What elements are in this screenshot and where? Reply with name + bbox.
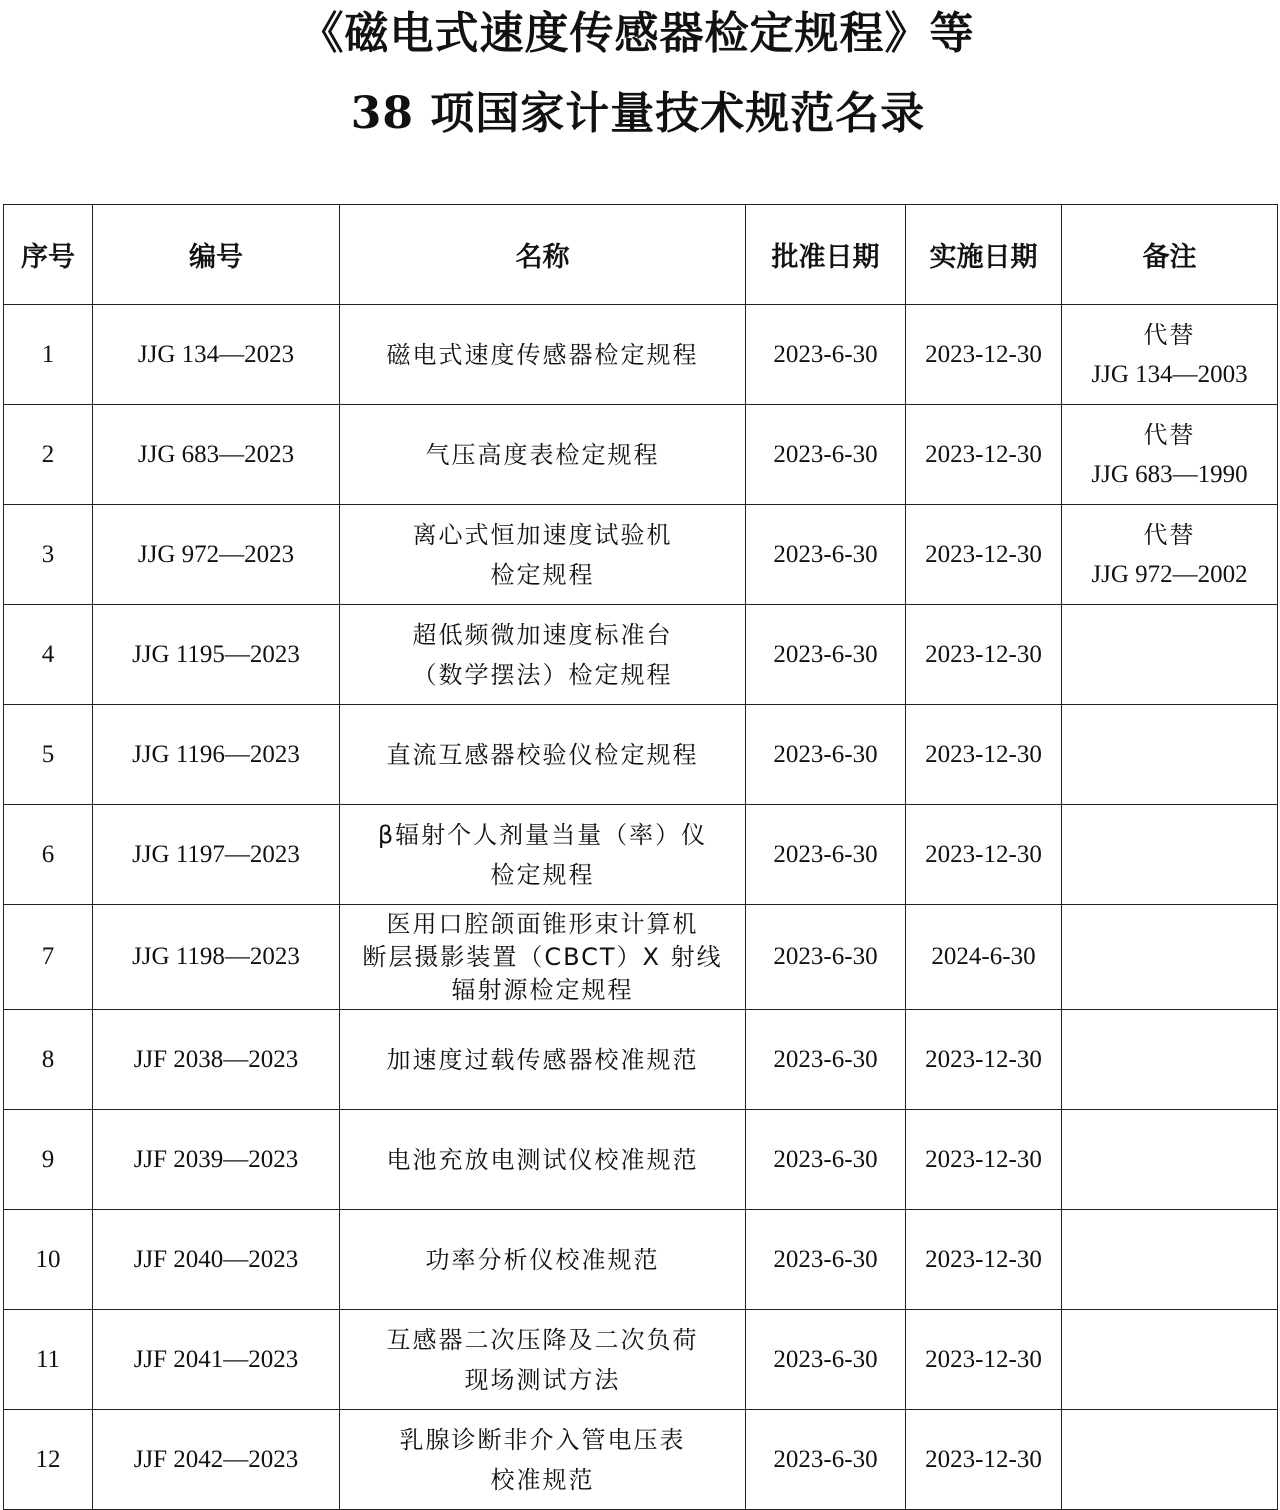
header-name: 名称 <box>340 205 746 305</box>
row-note <box>1062 1110 1278 1210</box>
row-implement-date: 2023-12-30 <box>906 1210 1062 1310</box>
row-name <box>340 1110 746 1210</box>
row-approve-date: 2023-6-30 <box>746 405 906 505</box>
row-code: JJF 2039—2023 <box>93 1110 340 1210</box>
row-note <box>1062 405 1278 505</box>
row-seq: 11 <box>4 1310 93 1410</box>
row-implement-date: 2023-12-30 <box>906 1110 1062 1210</box>
row-code: JJG 134—2023 <box>93 305 340 405</box>
row-approve-date: 2023-6-30 <box>746 905 906 1010</box>
header-seq: 序号 <box>4 205 93 305</box>
table-row <box>4 305 1278 405</box>
row-note <box>1062 1310 1278 1410</box>
row-name <box>340 1310 746 1410</box>
row-note-replaced-code: JJG 683—1990 <box>1091 460 1248 488</box>
row-name <box>340 305 746 405</box>
title-line-1: 《磁电式速度传感器检定规程》等 <box>299 8 975 59</box>
row-approve-date: 2023-6-30 <box>746 705 906 805</box>
row-seq: 7 <box>4 905 93 1010</box>
row-note-label: 代替 <box>1143 520 1196 549</box>
row-code: JJG 1196—2023 <box>93 705 340 805</box>
row-code: JJG 1198—2023 <box>93 905 340 1010</box>
row-note <box>1062 1010 1278 1110</box>
table-row <box>4 1210 1278 1310</box>
row-implement-date: 2023-12-30 <box>906 405 1062 505</box>
row-name-line: 互感器二次压降及二次负荷 <box>386 1325 699 1354</box>
row-name-line: 校准规范 <box>490 1465 595 1494</box>
row-name-line: 辐射源检定规程 <box>451 975 634 1004</box>
table-row <box>4 505 1278 605</box>
row-note-label: 代替 <box>1143 320 1196 349</box>
row-note-label: 代替 <box>1143 420 1196 449</box>
row-seq: 10 <box>4 1210 93 1310</box>
row-code: JJG 972—2023 <box>93 505 340 605</box>
row-code: JJF 2042—2023 <box>93 1410 340 1510</box>
row-seq: 5 <box>4 705 93 805</box>
table-body <box>4 305 1278 1510</box>
row-name <box>340 705 746 805</box>
table-row <box>4 705 1278 805</box>
standards-table <box>3 204 1278 1510</box>
row-code: JJF 2040—2023 <box>93 1210 340 1310</box>
row-name <box>340 1410 746 1510</box>
row-implement-date: 2023-12-30 <box>906 1010 1062 1110</box>
row-name <box>340 405 746 505</box>
row-implement-date: 2023-12-30 <box>906 805 1062 905</box>
table-row <box>4 1110 1278 1210</box>
row-name-line: 检定规程 <box>490 560 595 589</box>
row-name <box>340 1210 746 1310</box>
row-name-line: 超低频微加速度标准台 <box>412 620 673 649</box>
row-approve-date: 2023-6-30 <box>746 1110 906 1210</box>
row-seq: 6 <box>4 805 93 905</box>
header-code: 编号 <box>93 205 340 305</box>
row-name-line: 电池充放电测试仪校准规范 <box>386 1145 699 1174</box>
row-seq: 9 <box>4 1110 93 1210</box>
header-implement-date: 实施日期 <box>906 205 1062 305</box>
row-name-line: 磁电式速度传感器检定规程 <box>386 340 699 369</box>
row-seq: 4 <box>4 605 93 705</box>
header-note: 备注 <box>1062 205 1278 305</box>
row-name-line: 断层摄影装置（CBCT）X 射线 <box>362 942 723 971</box>
row-note <box>1062 705 1278 805</box>
row-approve-date: 2023-6-30 <box>746 1310 906 1410</box>
row-approve-date: 2023-6-30 <box>746 505 906 605</box>
row-implement-date: 2023-12-30 <box>906 505 1062 605</box>
row-note <box>1062 1410 1278 1510</box>
row-code: JJG 1197—2023 <box>93 805 340 905</box>
document-title <box>0 0 1280 139</box>
row-approve-date: 2023-6-30 <box>746 1210 906 1310</box>
table-row <box>4 1410 1278 1510</box>
row-name <box>340 605 746 705</box>
row-approve-date: 2023-6-30 <box>746 1410 906 1510</box>
row-name-line: 功率分析仪校准规范 <box>425 1245 660 1274</box>
row-name <box>340 505 746 605</box>
row-name-line: 加速度过载传感器校准规范 <box>386 1045 699 1074</box>
row-implement-date: 2023-12-30 <box>906 1410 1062 1510</box>
row-note <box>1062 905 1278 1010</box>
row-implement-date: 2023-12-30 <box>906 1310 1062 1410</box>
row-name-line: 气压高度表检定规程 <box>425 440 660 469</box>
row-code: JJF 2038—2023 <box>93 1010 340 1110</box>
row-seq: 3 <box>4 505 93 605</box>
row-implement-date: 2023-12-30 <box>906 705 1062 805</box>
row-name-line: （数学摆法）检定规程 <box>412 660 673 689</box>
row-code: JJG 1195—2023 <box>93 605 340 705</box>
table-row <box>4 605 1278 705</box>
row-note <box>1062 305 1278 405</box>
row-note <box>1062 1210 1278 1310</box>
table-row <box>4 1310 1278 1410</box>
row-note <box>1062 605 1278 705</box>
row-seq: 8 <box>4 1010 93 1110</box>
row-implement-date: 2023-12-30 <box>906 605 1062 705</box>
row-approve-date: 2023-6-30 <box>746 605 906 705</box>
table-row <box>4 405 1278 505</box>
row-name-line: 现场测试方法 <box>464 1365 621 1394</box>
row-approve-date: 2023-6-30 <box>746 805 906 905</box>
row-name <box>340 805 746 905</box>
table-header-row <box>4 205 1278 305</box>
row-name-line: β辐射个人剂量当量（率）仪 <box>377 820 708 849</box>
row-code: JJG 683—2023 <box>93 405 340 505</box>
table-row <box>4 905 1278 1010</box>
row-approve-date: 2023-6-30 <box>746 1010 906 1110</box>
title-line-2: 38 项国家计量技术规范名录 <box>350 88 926 139</box>
row-note-replaced-code: JJG 972—2002 <box>1091 560 1248 588</box>
row-name-line: 直流互感器校验仪检定规程 <box>386 740 699 769</box>
row-name <box>340 905 746 1010</box>
row-seq: 1 <box>4 305 93 405</box>
header-approve-date: 批准日期 <box>746 205 906 305</box>
row-name-line: 医用口腔颌面锥形束计算机 <box>386 909 699 938</box>
row-note-replaced-code: JJG 134—2003 <box>1091 360 1248 388</box>
row-name-line: 检定规程 <box>490 860 595 889</box>
row-implement-date: 2024-6-30 <box>906 905 1062 1010</box>
row-name <box>340 1010 746 1110</box>
row-seq: 12 <box>4 1410 93 1510</box>
row-note <box>1062 805 1278 905</box>
table-row <box>4 805 1278 905</box>
row-note <box>1062 505 1278 605</box>
row-seq: 2 <box>4 405 93 505</box>
row-name-line: 乳腺诊断非介入管电压表 <box>399 1425 686 1454</box>
row-approve-date: 2023-6-30 <box>746 305 906 405</box>
row-code: JJF 2041—2023 <box>93 1310 340 1410</box>
table-row <box>4 1010 1278 1110</box>
row-implement-date: 2023-12-30 <box>906 305 1062 405</box>
row-name-line: 离心式恒加速度试验机 <box>412 520 673 549</box>
